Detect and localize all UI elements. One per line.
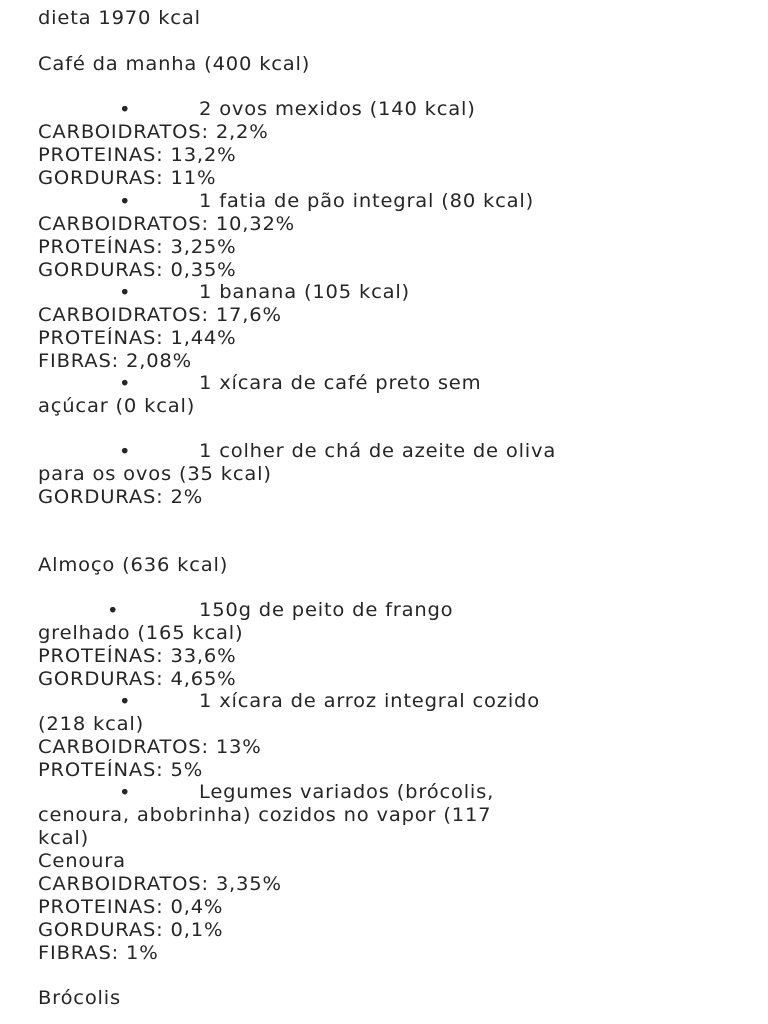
lunch-item-rice: 1 xícara de arroz integral cozido (199, 690, 540, 712)
lunch-item-rice-cont: (218 kcal) (38, 713, 145, 735)
bullet-icon: • (119, 98, 131, 121)
breakfast-item-bread: 1 fatia de pão integral (80 kcal) (199, 190, 535, 212)
lunch-item-chicken: 150g de peito de frango (199, 599, 454, 621)
oil-fat: GORDURAS: 2% (38, 486, 204, 508)
carrot-label: Cenoura (38, 850, 126, 872)
carrot-fiber: FIBRAS: 1% (38, 942, 159, 964)
breakfast-item-coffee: 1 xícara de café preto sem (199, 372, 482, 394)
document-title: dieta 1970 kcal (38, 7, 201, 29)
eggs-carbs: CARBOIDRATOS: 2,2% (38, 121, 269, 143)
breakfast-item-oil-cont: para os ovos (35 kcal) (38, 463, 272, 485)
lunch-heading: Almoço (636 kcal) (38, 554, 229, 576)
bread-fat: GORDURAS: 0,35% (38, 259, 237, 281)
lunch-item-vegetables-cont2: kcal) (38, 827, 89, 849)
eggs-fat: GORDURAS: 11% (38, 167, 217, 189)
breakfast-item-banana: 1 banana (105 kcal) (199, 281, 410, 303)
bread-protein: PROTEÍNAS: 3,25% (38, 236, 237, 258)
broccoli-label: Brócolis (38, 987, 121, 1009)
bullet-icon: • (119, 190, 131, 213)
bullet-icon: • (119, 281, 131, 304)
bullet-icon: • (107, 599, 119, 622)
banana-fiber: FIBRAS: 2,08% (38, 350, 192, 372)
chicken-fat: GORDURAS: 4,65% (38, 668, 237, 690)
rice-protein: PROTEÍNAS: 5% (38, 759, 204, 781)
banana-protein: PROTEÍNAS: 1,44% (38, 327, 237, 349)
breakfast-heading: Café da manha (400 kcal) (38, 53, 311, 75)
eggs-protein: PROTEINAS: 13,2% (38, 144, 237, 166)
lunch-item-chicken-cont: grelhado (165 kcal) (38, 622, 244, 644)
bullet-icon: • (119, 690, 131, 713)
bread-carbs: CARBOIDRATOS: 10,32% (38, 213, 295, 235)
rice-carbs: CARBOIDRATOS: 13% (38, 736, 262, 758)
banana-carbs: CARBOIDRATOS: 17,6% (38, 304, 282, 326)
carrot-carbs: CARBOIDRATOS: 3,35% (38, 873, 282, 895)
lunch-item-vegetables-cont: cenoura, abobrinha) cozidos no vapor (117 (38, 804, 492, 826)
breakfast-item-oil: 1 colher de chá de azeite de oliva (199, 440, 557, 462)
carrot-fat: GORDURAS: 0,1% (38, 919, 224, 941)
bullet-icon: • (119, 781, 131, 804)
carrot-protein: PROTEINAS: 0,4% (38, 896, 224, 918)
bullet-icon: • (119, 372, 131, 395)
breakfast-item-coffee-cont: açúcar (0 kcal) (38, 395, 196, 417)
chicken-protein: PROTEÍNAS: 33,6% (38, 645, 237, 667)
bullet-icon: • (119, 440, 131, 463)
lunch-item-vegetables: Legumes variados (brócolis, (199, 781, 495, 803)
breakfast-item-eggs: 2 ovos mexidos (140 kcal) (199, 98, 476, 120)
